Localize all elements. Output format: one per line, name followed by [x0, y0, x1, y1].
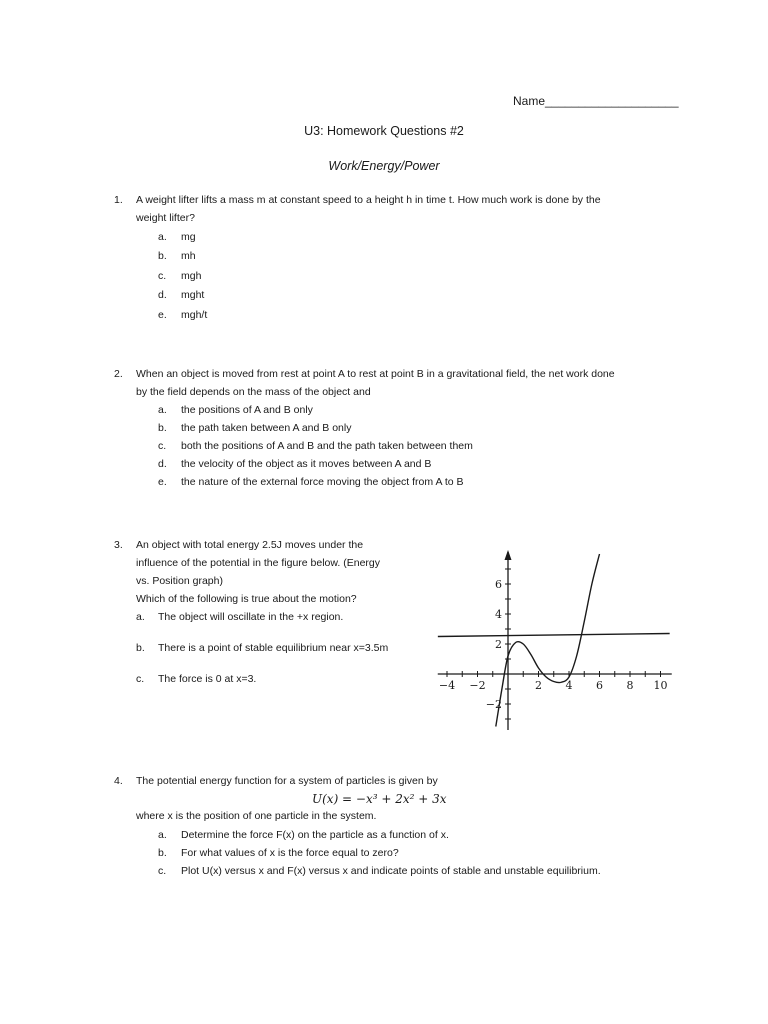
x-tick-label: 4	[565, 679, 573, 692]
question-text: by the field depends on the mass of the object and	[136, 386, 371, 398]
y-axis-arrow	[505, 550, 512, 560]
option-letter: c.	[158, 440, 167, 452]
option-letter: d.	[158, 458, 167, 470]
option-text: mgh/t	[181, 309, 208, 321]
option-letter: b.	[158, 847, 167, 859]
x-tick-label: −4	[438, 679, 456, 692]
x-tick-label: −2	[469, 679, 486, 692]
question-text: vs. Position graph)	[136, 575, 223, 587]
option-text: mgh	[181, 270, 202, 282]
option-letter: d.	[158, 289, 167, 301]
y-tick-label: 2	[495, 638, 502, 651]
y-tick-label: 6	[495, 578, 502, 591]
option-letter: c.	[158, 865, 167, 877]
option-letter: e.	[158, 476, 167, 488]
potential-energy-graph	[432, 540, 680, 745]
option-letter: c.	[158, 270, 167, 282]
option-text: The object will oscillate in the +x region.	[158, 611, 344, 623]
page-subtitle: Work/Energy/Power	[328, 159, 440, 173]
option-letter: b.	[158, 422, 167, 434]
option-letter: a.	[136, 611, 145, 623]
question-text: The potential energy function for a system of particles is given by	[136, 775, 438, 787]
x-tick-label: 10	[653, 679, 668, 692]
option-text: the positions of A and B only	[181, 404, 313, 416]
option-text: Determine the force F(x) on the particle as a function of x.	[181, 829, 449, 841]
option-text: the velocity of the object as it moves between A and B	[181, 458, 432, 470]
option-letter: a.	[158, 829, 167, 841]
question-text: When an object is moved from rest at point A to rest at point B in a gravitational field, the net work done	[136, 368, 615, 380]
option-letter: a.	[158, 404, 167, 416]
option-text: mh	[181, 250, 196, 262]
y-tick-label: −2	[485, 698, 502, 711]
option-letter: e.	[158, 309, 167, 321]
x-tick-label: 2	[535, 679, 542, 692]
potential-energy-equation: U(x) = −x³ + 2x² + 3x	[312, 792, 447, 806]
option-letter: b.	[136, 642, 145, 654]
question-number: 2.	[114, 368, 123, 380]
option-text: For what values of x is the force equal to zero?	[181, 847, 399, 859]
option-text: The force is 0 at x=3.	[158, 673, 257, 685]
question-number: 1.	[114, 194, 123, 206]
option-letter: a.	[158, 231, 167, 243]
x-tick-label: 6	[596, 679, 603, 692]
question-text: weight lifter?	[136, 212, 195, 224]
total-energy-line	[438, 634, 670, 637]
option-text: There is a point of stable equilibrium near x=3.5m	[158, 642, 389, 654]
name-field[interactable]: Name____________________	[513, 94, 679, 108]
question-number: 4.	[114, 775, 123, 787]
question-text: A weight lifter lifts a mass m at constant speed to a height h in time t. How much work is done by the	[136, 194, 601, 206]
option-text: the path taken between A and B only	[181, 422, 352, 434]
question-text: Which of the following is true about the motion?	[136, 593, 357, 605]
option-text: mght	[181, 289, 205, 301]
y-tick-label: 4	[495, 608, 502, 621]
option-letter: b.	[158, 250, 167, 262]
page-title: U3: Homework Questions #2	[304, 124, 464, 138]
x-tick-label: 8	[626, 679, 634, 692]
option-letter: c.	[136, 673, 145, 685]
question-text: where x is the position of one particle in the system.	[136, 810, 377, 822]
option-text: mg	[181, 231, 196, 243]
question-number: 3.	[114, 539, 123, 551]
option-text: the nature of the external force moving the object from A to B	[181, 476, 464, 488]
question-text: An object with total energy 2.5J moves under the	[136, 539, 364, 551]
question-text: influence of the potential in the figure below. (Energy	[136, 557, 380, 569]
potential-curve	[496, 554, 600, 727]
option-text: both the positions of A and B and the path taken between them	[181, 440, 473, 452]
option-text: Plot U(x) versus x and F(x) versus x and indicate points of stable and unstable equilibrium.	[181, 865, 601, 877]
